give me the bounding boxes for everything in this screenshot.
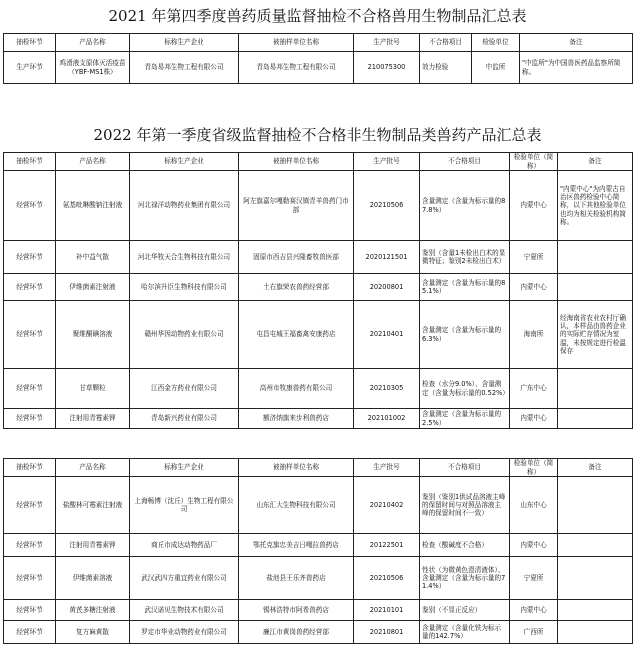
table-cell: 氨基吡啉酸钠注射液 [56, 171, 130, 241]
table-row [4, 477, 633, 534]
table-cell: 性状（为微黄色澄清液体）、含量测定（含量为标示量的71.4%） [420, 557, 510, 600]
table-cell: 鄂托克旗忠美吉日嘎拉兽药店 [239, 534, 354, 557]
column-header: 被抽样单位名称 [239, 153, 354, 171]
table-cell: 经营环节 [4, 369, 56, 409]
table-cell: 20122501 [354, 534, 420, 557]
table-cell [558, 621, 633, 644]
table-cell: 宁夏所 [510, 241, 558, 274]
table-cell: 复方麻黄散 [56, 621, 130, 644]
table-cell: 广东中心 [510, 369, 558, 409]
table-row [4, 52, 633, 84]
table-cell: 经营环节 [4, 274, 56, 301]
column-header: 备注 [558, 153, 633, 171]
table-row [4, 369, 633, 409]
table-cell: 经营环节 [4, 621, 56, 644]
table-cell: 山东中心 [510, 477, 558, 534]
column-header: 标称生产企业 [130, 153, 239, 171]
column-header: 检验单位（简称） [510, 459, 558, 477]
table-cell: 生产环节 [4, 52, 56, 84]
table-cell: 注射用青霉素钾 [56, 534, 130, 557]
column-header: 生产批号 [354, 459, 420, 477]
table-cell: 202101002 [354, 409, 420, 429]
table-cell: 经营环节 [4, 557, 56, 600]
table-cell: 含量测定（含量为标示量的6.3%） [420, 301, 510, 369]
column-header: 标称生产企业 [130, 459, 239, 477]
table-cell: 青岛新兴药业有限公司 [130, 409, 239, 429]
column-header: 产品名称 [56, 153, 130, 171]
column-header: 抽检环节 [4, 459, 56, 477]
table-cell: 20210401 [354, 301, 420, 369]
table-cell: 含量测定（含量化铁为标示量的142.7%） [420, 621, 510, 644]
table-cell: 武汉武四方重宜药业有限公司 [130, 557, 239, 600]
column-header: 备注 [520, 34, 633, 52]
table-cell: 伊维菌素注射液 [56, 274, 130, 301]
table-cell: 山东汇大生物科技有限公司 [239, 477, 354, 534]
table-cell: 210075300 [354, 52, 420, 84]
table-cell: 2020121501 [354, 241, 420, 274]
table-cell: 江西金方药业有限公司 [130, 369, 239, 409]
table-cell [558, 274, 633, 301]
table-cell: 罗定市华业动物药业有限公司 [130, 621, 239, 644]
table-cell: "中监所"为中国兽医药品监察所简称。 [520, 52, 633, 84]
column-header: 检验单位 [472, 34, 520, 52]
table-cell: 20210101 [354, 600, 420, 621]
table-row [4, 621, 633, 644]
table-cell: 效力检验 [420, 52, 472, 84]
table-cell: 赣州华因动物药业有限公司 [130, 301, 239, 369]
table-cell: 河北禄洋动物药业集团有限公司 [130, 171, 239, 241]
table-cell: 20200801 [354, 274, 420, 301]
table-cell: 经营环节 [4, 301, 56, 369]
table-cell: 检查（水分9.0%）、含量测定（含量为标示量的0.52%） [420, 369, 510, 409]
table-row [4, 171, 633, 241]
table-cell: 经营环节 [4, 600, 56, 621]
column-header: 标称生产企业 [130, 34, 239, 52]
table-cell [558, 409, 633, 429]
table-cell: 内蒙中心 [510, 600, 558, 621]
column-header: 产品名称 [56, 34, 130, 52]
table-cell: 甘草颗粒 [56, 369, 130, 409]
column-header: 不合格项目 [420, 153, 510, 171]
column-header: 检验单位（简称） [510, 153, 558, 171]
column-header: 抽检环节 [4, 34, 56, 52]
table-row [4, 301, 633, 369]
table-cell [558, 369, 633, 409]
table-cell: 经营环节 [4, 241, 56, 274]
table-cell: 鉴别（含量1未检出白术的显微特征；鉴别2未检出白术） [420, 241, 510, 274]
table-cell: 伊维菌素溶液 [56, 557, 130, 600]
column-header: 生产批号 [354, 153, 420, 171]
table-cell: 额济纳旗来步利兽药店 [239, 409, 354, 429]
table-cell: 20210506 [354, 171, 420, 241]
table-cell: "内蒙中心"为内蒙古自治区兽药检验中心简称，以下其他检验单位也均为相关检验机构简称。 [558, 171, 633, 241]
table-cell: 含量测定（含量为标示量的87.8%） [420, 171, 510, 241]
table-cell: 广西所 [510, 621, 558, 644]
table-cell [558, 557, 633, 600]
table-row [4, 274, 633, 301]
table1 [3, 33, 633, 84]
table-cell: 注射用青霉素钾 [56, 409, 130, 429]
table-cell: 内蒙中心 [510, 409, 558, 429]
table-cell: 内蒙中心 [510, 274, 558, 301]
table3 [3, 458, 633, 644]
table-cell: 海南所 [510, 301, 558, 369]
table-row [4, 600, 633, 621]
column-header: 抽检环节 [4, 153, 56, 171]
table-cell: 屯昌屯城王福畜禽安康药店 [239, 301, 354, 369]
table2-title: 2022 年第一季度省级监督抽检不合格非生物制品类兽药产品汇总表 [93, 126, 542, 144]
table-cell [558, 534, 633, 557]
table-cell: 经营环节 [4, 171, 56, 241]
table-cell: 20210402 [354, 477, 420, 534]
table-cell: 商丘市成达动物药品厂 [130, 534, 239, 557]
table-cell: 经营环节 [4, 409, 56, 429]
table-cell: 含量测定（含量为标示量的2.5%） [420, 409, 510, 429]
table-cell: 阿左旗嘉尔嘎勒赛汉镇青羊兽药门市部 [239, 171, 354, 241]
table-cell: 宁夏所 [510, 557, 558, 600]
table-cell: 补中益气散 [56, 241, 130, 274]
table-cell: 内蒙中心 [510, 171, 558, 241]
table-cell: 聚维酮碘溶液 [56, 301, 130, 369]
table-cell: 鉴别（不显正反应） [420, 600, 510, 621]
table-cell: 黄芪多糖注射液 [56, 600, 130, 621]
table-cell: 土右旗荣农兽药经营部 [239, 274, 354, 301]
table-cell: 哈尔滨升臣生物科技有限公司 [130, 274, 239, 301]
table-cell: 鉴别（鉴别1供试品溶液主峰的保留时间与对照品溶液主峰的保留时间不一致） [420, 477, 510, 534]
table-cell: 锡林浩特市阿希兽药店 [239, 600, 354, 621]
table-cell: 内蒙中心 [510, 534, 558, 557]
table-cell: 青岛易邦生物工程有限公司 [130, 52, 239, 84]
table-cell: 含量测定（含量为标示量的85.1%） [420, 274, 510, 301]
column-header: 不合格项目 [420, 459, 510, 477]
table-cell: 武汉诺见生物技术有限公司 [130, 600, 239, 621]
table-cell: 鸡滑液支原体灭活疫苗（YBF-MS1株） [56, 52, 130, 84]
column-header: 产品名称 [56, 459, 130, 477]
table-cell: 检查（酸碱度不合格） [420, 534, 510, 557]
table-cell: 盐酸林可霉素注射液 [56, 477, 130, 534]
table-cell: 上海畅博（沈丘）生物工程有限公司 [130, 477, 239, 534]
table-cell: 20210801 [354, 621, 420, 644]
table-cell: 廉江市黄岗兽药经营部 [239, 621, 354, 644]
table-cell: 高州市牧康兽药有限公司 [239, 369, 354, 409]
table-cell [558, 600, 633, 621]
table-cell: 经海南省农业农村厅确认，本样品由兽药企业的实际贮存情况为室温，未按规定进行检温保存 [558, 301, 633, 369]
column-header: 备注 [558, 459, 633, 477]
table-cell: 河北华牧天合生物科技有限公司 [130, 241, 239, 274]
table-cell: 盐池县王乐齐兽药店 [239, 557, 354, 600]
table-cell: 固原市西吉县兴隆畜牧兽医部 [239, 241, 354, 274]
table-row [4, 241, 633, 274]
table-cell: 经营环节 [4, 534, 56, 557]
column-header: 不合格项目 [420, 34, 472, 52]
table-cell: 20210506 [354, 557, 420, 600]
table-cell [558, 241, 633, 274]
table-cell: 青岛易邦生物工程有限公司 [239, 52, 354, 84]
table-cell: 中监所 [472, 52, 520, 84]
column-header: 被抽样单位名称 [239, 34, 354, 52]
column-header: 被抽样单位名称 [239, 459, 354, 477]
table-cell: 经营环节 [4, 477, 56, 534]
table-row [4, 557, 633, 600]
table1-title: 2021 年第四季度兽药质量监督抽检不合格兽用生物制品汇总表 [108, 7, 527, 25]
table-row [4, 534, 633, 557]
column-header: 生产批号 [354, 34, 420, 52]
table2 [3, 152, 633, 429]
table-row [4, 409, 633, 429]
table-cell: 20210305 [354, 369, 420, 409]
table-cell [558, 477, 633, 534]
